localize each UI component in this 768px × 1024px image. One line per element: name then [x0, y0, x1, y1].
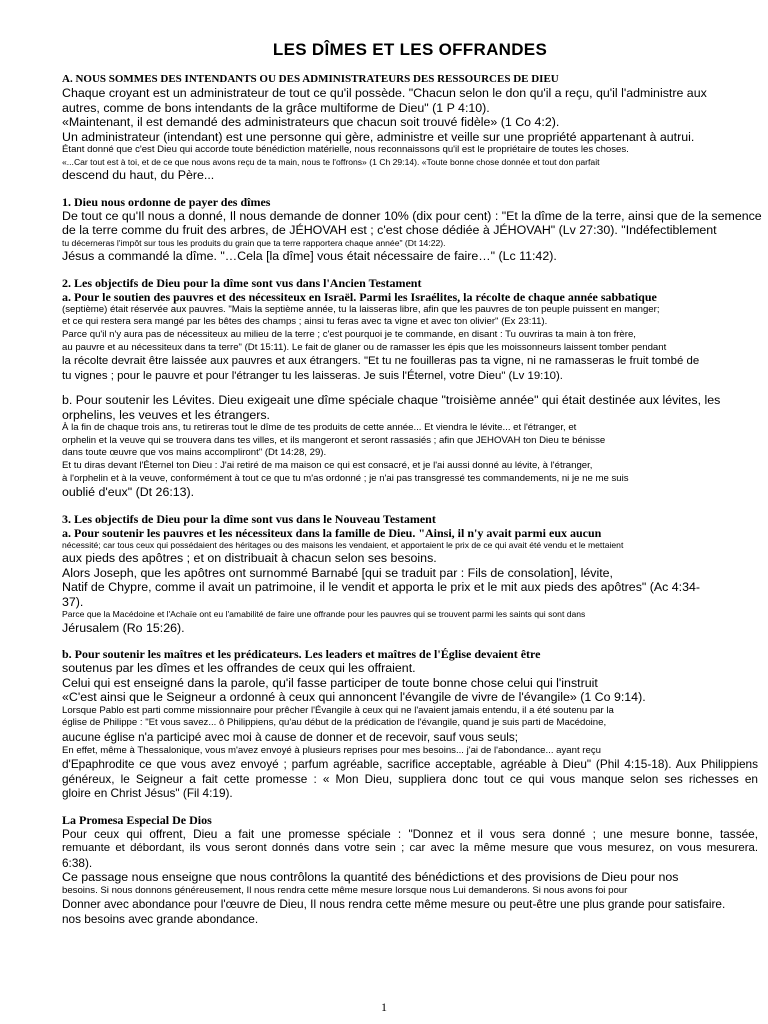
justified-line: remuante et débordant, ils vous seront donnés dans votre sein ; car avec la même mesure que vous mesurez, on vous mesurera.	[62, 842, 758, 855]
justified-line: généreux, le Seigneur a fait cette promesse : « Mon Dieu, suppliera donc tout ce qui vous manque selon ses richesses en	[62, 771, 758, 786]
small-line: À la fin de chaque trois ans, tu retireras tout le dîme de tes produits de cette année... Et viendra le lévite... et l'étranger, et	[62, 422, 577, 434]
section-3-heading: 3. Les objectifs de Dieu pour la dîme sont vus dans le Nouveau Testament	[62, 511, 436, 526]
justified-line: Pour ceux qui offrent, Dieu a fait une promesse spéciale : "Donnez et il vous sera donné ; une mesure bonne, tassée,	[62, 826, 758, 841]
paragraph-line: Jérusalem (Ro 15:26).	[62, 620, 185, 635]
small-line: En effet, même à Thessalonique, vous m'avez envoyé à plusieurs reprises pour mes besoins... j'ai de l'abondance... ayant reçu	[62, 744, 601, 756]
paragraph-line: la récolte devrait être laissée aux pauvres et aux étrangers. "Et tu ne fouilleras pas ta vigne, ni ne ramasseras le fruit tombé de	[62, 355, 700, 368]
promise-heading: La Promesa Especial De Dios	[62, 812, 212, 827]
paragraph-line: 6:38).	[62, 855, 93, 870]
section-3a-subheading: a. Pour soutenir les pauvres et les nécessiteux dans la famille de Dieu. "Ainsi, il n'y avait parmi eux aucun	[62, 525, 602, 540]
paragraph-line: autres, comme de bons intendants de la grâce multiforme de Dieu" (1 P 4:10).	[62, 100, 490, 115]
paragraph-line: Natif de Chypre, comme il avait un patrimoine, il le vendit et apporta le prix et le mit aux pieds des apôtres" (Ac 4:34-	[62, 580, 701, 595]
paragraph-line: aux pieds des apôtres ; et on distribuait à chacun selon ses besoins.	[62, 551, 437, 566]
paragraph-line: Chaque croyant est un administrateur de tout ce qu'il possède. "Chacun selon le don qu'il a reçu, qu'il l'administre aux	[62, 86, 707, 100]
paragraph-line: gloire en Christ Jésus" (Fil 4:19).	[62, 786, 233, 801]
small-line: «...Car tout est à toi, et de ce que nous avons reçu de ta main, nous te l'offrons» (1 Ch 29:14). «Toute bonne chose donnée et tout don parfait	[62, 156, 600, 167]
paragraph-line: «C'est ainsi que le Seigneur a ordonné à ceux qui annoncent l'évangile de vivre de l'évangile» (1 Co 9:14).	[62, 690, 646, 705]
small-line: et ce qui restera sera mangé par les bêtes des champs ; ainsi tu feras avec ta vigne et avec ton olivier" (Ex 23:11).	[62, 316, 548, 328]
page-number: 1	[381, 1000, 387, 1014]
paragraph-line: aucune église n'a participé avec moi à cause de donner et de recevoir, sauf vous seuls;	[62, 730, 519, 744]
paragraph-line: Un administrateur (intendant) est une personne qui gère, administre et veille sur une propriété appartenant à autrui.	[62, 129, 695, 144]
section-1-heading: 1. Dieu nous ordonne de payer des dîmes	[62, 194, 271, 209]
paragraph-line: Jésus a commandé la dîme. "…Cela [la dîme] vous était nécessaire de faire…" (Lc 11:42).	[62, 249, 557, 264]
paragraph-line: soutenus par les dîmes et les offrandes de ceux qui les offraient.	[62, 661, 416, 676]
document-title: LES DÎMES ET LES OFFRANDES	[272, 40, 548, 59]
paragraph-line: Ce passage nous enseigne que nous contrôlons la quantité des bénédictions et des provisions de Dieu pour nos	[62, 870, 679, 885]
small-line: au pauvre et au nécessiteux dans ta terre" (Dt 15:11). Le fait de glaner ou de ramasser les épis que les moissonneurs laissent tomber pendant	[62, 341, 667, 353]
paragraph-line: nos besoins avec grande abondance.	[62, 911, 259, 926]
small-line: dans toute œuvre que vos mains accompliront" (Dt 14:28, 29).	[62, 447, 327, 459]
small-line: (septième) était réservée aux pauvres. "Mais la septième année, tu la laisseras libre, afin que les pauvres de ton peuple puissent en manger;	[62, 303, 660, 315]
small-line: Parce que la Macédoine et l'Achaïe ont eu l'amabilité de faire une offrande pour les pauvres qui se trouvent parmi les saints qui sont dans	[62, 609, 586, 620]
paragraph-line: 37).	[62, 594, 84, 609]
small-line: Lorsque Pablo est parti comme missionnaire pour prêcher l'Évangile à ceux qui ne l'avaient jamais entendu, il a été soutenu par la	[62, 704, 614, 716]
section-a-heading: A. NOUS SOMMES DES INTENDANTS OU DES ADMINISTRATEURS DES RESSOURCES DE DIEU	[62, 73, 559, 85]
paragraph-line: orphelins, les veuves et les étrangers.	[62, 407, 270, 422]
paragraph-line: tu vignes ; pour le pauvre et pour l'étranger tu les laisseras. Je suis l'Éternel, votre Dieu" (Lv 19:10).	[62, 369, 563, 382]
small-line: église de Philippe : "Et vous savez... ô Philippiens, qu'au début de la prédication de l'évangile, quand je suis parti de Macédoine,	[62, 717, 607, 729]
small-line: orphelin et la veuve qui se trouvera dans tes villes, et ils mangeront et seront rassasiés ; afin que JEHOVAH ton Dieu te bénisse	[62, 434, 606, 446]
paragraph-line: De tout ce qu'Il nous a donné, Il nous demande de donner 10% (dix pour cent) : "Et la dîme de la terre, ainsi que de la semence	[62, 208, 762, 223]
justified-line: d'Epaphrodite ce que vous avez envoyé ; parfum agréable, sacrifice acceptable, agréable à Dieu" (Phil 4:15-18). Aux Philippiens	[62, 757, 758, 772]
small-line: tu décerneras l'impôt sur tous les produits du grain que ta terre rapportera chaque année" (Dt 14:22).	[62, 237, 446, 248]
small-line: Étant donné que c'est Dieu qui accorde toute bénédiction matérielle, nous reconnaissons qu'il est le propriétaire de toutes les choses.	[62, 144, 629, 155]
paragraph-line: oublié d'eux" (Dt 26:13).	[62, 485, 195, 500]
small-line: Parce qu'il n'y aura pas de nécessiteux au milieu de la terre ; c'est pourquoi je te commande, en disant : Tu ouvriras ta main à ton frère,	[62, 328, 636, 340]
document-page	[62, 40, 762, 926]
paragraph-line: Donner avec abondance pour l'œuvre de Dieu, Il nous rendra cette même mesure ou peut-être une plus grande pour satisfaire.	[62, 897, 726, 912]
paragraph-line: Celui qui est enseigné dans la parole, qu'il fasse participer de toute bonne chose celui qui l'instruit	[62, 675, 598, 690]
paragraph-line: de la terre comme du fruit des arbres, de JÉHOVAH est ; c'est chose dédiée à JÉHOVAH" (Lv 27:30). "Indéfectiblement	[62, 223, 717, 238]
paragraph-line: b. Pour soutenir les Lévites. Dieu exigeait une dîme spéciale chaque "troisième année" qui était destinée aux lévites, les	[62, 393, 721, 408]
paragraph-line: descend du haut, du Père...	[62, 168, 215, 183]
section-2a-subheading: a. Pour le soutien des pauvres et des nécessiteux en Israël. Parmi les Israélites, la récolte de chaque année sabbatique	[62, 289, 657, 304]
section-2-heading: 2. Les objectifs de Dieu pour la dîme sont vus dans l'Ancien Testament	[62, 275, 422, 290]
small-line: Et tu diras devant l'Éternel ton Dieu : J'ai retiré de ma maison ce qui est consacré, et je l'ai aussi donné au lévite, à l'étranger,	[62, 459, 593, 471]
paragraph-line: «Maintenant, il est demandé des administrateurs que chacun soit trouvé fidèle» (1 Co 4:2).	[62, 115, 560, 129]
section-b-heading: b. Pour soutenir les maîtres et les prédicateurs. Les leaders et maîtres de l'Église devaient être	[62, 647, 541, 662]
small-line: à l'orphelin et à la veuve, conformément à tout ce que tu m'as ordonné ; je n'ai pas transgressé tes commandements, ni je ne me suis	[62, 472, 629, 484]
paragraph-line: Alors Joseph, que les apôtres ont surnommé Barnabé [qui se traduit par : Fils de consolation], lévite,	[62, 565, 613, 580]
small-line: nécessité; car tous ceux qui possédaient des héritages ou des maisons les vendaient, et apportaient le prix de ce qui avait été vendu et le mettaient	[62, 539, 624, 550]
small-line: besoins. Si nous donnons généreusement, Il nous rendra cette même mesure lorsque nous Lui demanderons. Si nous avons foi pour	[62, 884, 628, 896]
